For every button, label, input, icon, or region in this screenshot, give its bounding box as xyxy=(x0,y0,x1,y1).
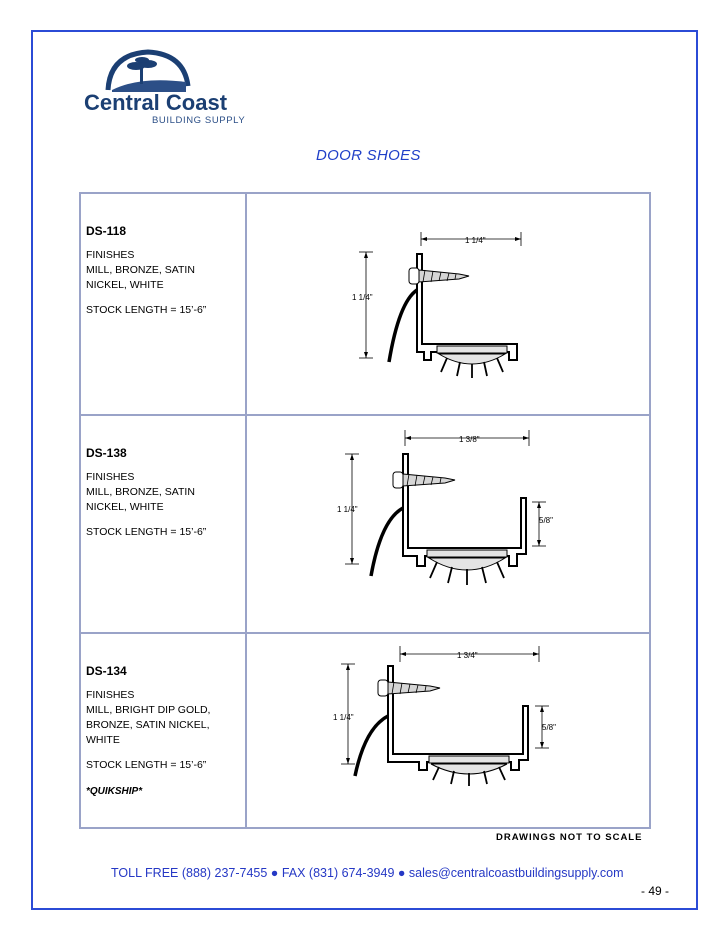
finishes-line: MILL, BRONZE, SATIN xyxy=(86,486,195,498)
product-info xyxy=(81,194,247,414)
product-table xyxy=(79,192,651,829)
table-row xyxy=(81,416,649,634)
logo-brand-name: Central Coast xyxy=(84,90,228,115)
finishes-line: NICKEL, WHITE xyxy=(86,501,164,513)
finishes-line: MILL, BRIGHT DIP GOLD, xyxy=(86,704,211,716)
profile-drawing-ds-138 xyxy=(247,416,649,632)
width-dimension-label: 1 3/4" xyxy=(457,651,478,660)
stock-length: STOCK LENGTH = 15’-6” xyxy=(86,759,207,771)
width-dimension-label: 1 1/4" xyxy=(465,236,486,245)
company-logo xyxy=(80,40,250,130)
lip-dimension-label: 5/8" xyxy=(539,516,553,525)
drawing-scale-note: DRAWINGS NOT TO SCALE xyxy=(496,832,643,843)
finishes-line: NICKEL, WHITE xyxy=(86,279,164,291)
finishes-line: WHITE xyxy=(86,734,120,746)
quikship-tag: *QUIKSHIP* xyxy=(86,786,143,797)
contact-footer: TOLL FREE (888) 237-7455 ● FAX (831) 674-3949 ● sales@centralcoastbuildingsupply.com xyxy=(111,866,624,880)
page-title: DOOR SHOES xyxy=(316,147,421,164)
profile-drawing-ds-134 xyxy=(247,634,649,825)
product-drawing-cell xyxy=(247,416,649,632)
stock-length: STOCK LENGTH = 15’-6” xyxy=(86,304,207,316)
product-info xyxy=(81,416,247,632)
table-row xyxy=(81,194,649,416)
height-dimension-label: 1 1/4" xyxy=(337,505,358,514)
profile-drawing-ds-118 xyxy=(247,194,649,414)
finishes-line: BRONZE, SATIN NICKEL, xyxy=(86,719,210,731)
table-row xyxy=(81,634,649,827)
width-dimension-label: 1 3/8" xyxy=(459,435,480,444)
vinyl-insert xyxy=(437,346,507,378)
screw-icon xyxy=(378,680,440,696)
product-drawing-cell xyxy=(247,194,649,414)
finishes-label: FINISHES xyxy=(86,471,135,483)
product-model: DS-138 xyxy=(86,446,127,460)
vinyl-insert xyxy=(427,550,507,585)
height-dimension-label: 1 1/4" xyxy=(333,713,354,722)
finishes-label: FINISHES xyxy=(86,249,135,261)
finishes-label: FINISHES xyxy=(86,689,135,701)
product-drawing-cell xyxy=(247,634,649,827)
lip-dimension-label: 5/8" xyxy=(542,723,556,732)
product-model: DS-118 xyxy=(86,224,127,238)
finishes-line: MILL, BRONZE, SATIN xyxy=(86,264,195,276)
logo-brand-sub: BUILDING SUPPLY xyxy=(152,115,246,126)
height-dimension-label: 1 1/4" xyxy=(352,293,373,302)
screw-icon xyxy=(409,268,469,284)
page-number: - 49 - xyxy=(641,884,670,898)
stock-length: STOCK LENGTH = 15’-6” xyxy=(86,526,207,538)
vinyl-insert xyxy=(429,756,509,786)
screw-icon xyxy=(393,472,455,488)
tree-icon xyxy=(127,57,157,84)
product-info xyxy=(81,634,247,827)
product-model: DS-134 xyxy=(86,664,127,678)
